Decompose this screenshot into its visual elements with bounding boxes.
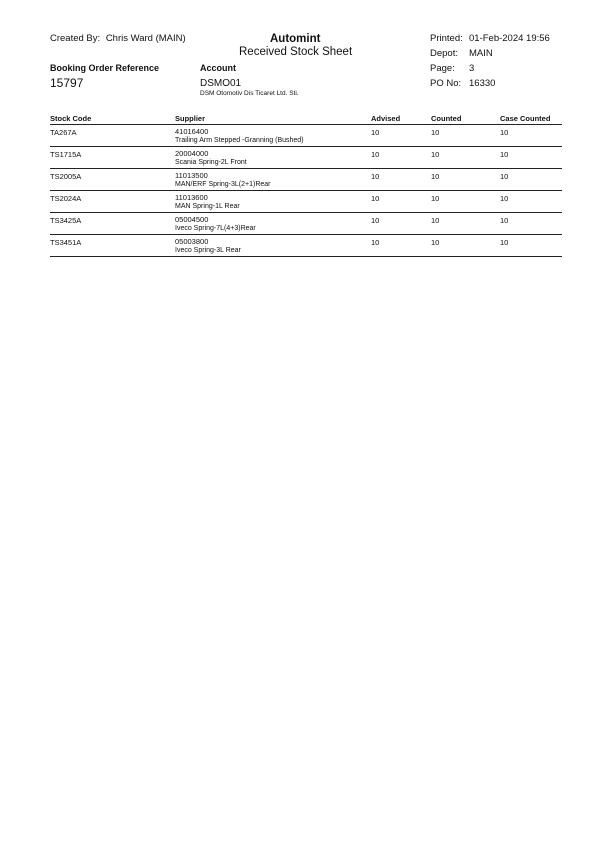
stock-code: TS1715A [50, 150, 82, 159]
advised-qty: 10 [371, 128, 380, 137]
account-code: DSMO01 [200, 78, 242, 89]
item-description: Trailing Arm Stepped -Granning (Bushed) [175, 136, 304, 144]
printed-label: Printed: [430, 33, 463, 44]
case-counted-qty: 10 [500, 238, 509, 247]
counted-qty: 10 [431, 194, 440, 203]
supplier-cell [175, 169, 371, 191]
sheet-title: Received Stock Sheet [239, 46, 353, 58]
supplier-code: 11013500 [175, 171, 208, 180]
supplier-cell [175, 147, 371, 169]
table-row [50, 213, 562, 235]
case-counted-qty: 10 [500, 194, 509, 203]
depot-label: Depot: [430, 48, 458, 59]
created-by-value: Chris Ward (MAIN) [105, 33, 186, 44]
counted-qty: 10 [431, 150, 440, 159]
page-number: 3 [469, 63, 475, 74]
supplier-code: 05004500 [175, 215, 209, 224]
case-counted-qty: 10 [500, 172, 509, 181]
table-row [50, 191, 562, 213]
item-description: MAN Spring-1L Rear [175, 202, 240, 210]
col-supplier: Supplier [175, 114, 206, 123]
advised-qty: 10 [371, 150, 380, 159]
item-description: Iveco Spring-3L Rear [175, 246, 241, 254]
booking-ref-label: Booking Order Reference [50, 63, 160, 73]
supplier-cell [175, 191, 371, 213]
company-name: Automint [270, 33, 321, 45]
stock-code: TS3451A [50, 238, 82, 247]
po-number: 16330 [469, 78, 496, 89]
counted-qty: 10 [431, 128, 440, 137]
counted-qty: 10 [431, 238, 440, 247]
item-description: Scania Spring-2L Front [175, 158, 247, 166]
case-counted-qty: 10 [500, 216, 509, 225]
case-counted-qty: 10 [500, 128, 509, 137]
account-label: Account [200, 63, 236, 73]
supplier-cell [175, 125, 371, 147]
printed-value: 01-Feb-2024 19:56 [469, 33, 550, 44]
created-by-label: Created By: [50, 33, 101, 44]
depot-value: MAIN [469, 48, 493, 59]
supplier-cell [175, 213, 371, 235]
supplier-code: 05003800 [175, 237, 209, 246]
table-row [50, 169, 562, 191]
case-counted-qty: 10 [500, 150, 509, 159]
stock-table [50, 114, 562, 257]
table-row [50, 147, 562, 169]
po-label: PO No: [430, 78, 462, 89]
col-stock-code: Stock Code [50, 114, 92, 123]
stock-code: TA267A [50, 128, 77, 137]
advised-qty: 10 [371, 172, 380, 181]
advised-qty: 10 [371, 238, 380, 247]
supplier-cell [175, 235, 371, 257]
supplier-code: 41016400 [175, 127, 209, 136]
stock-code: TS2005A [50, 172, 82, 181]
table-row [50, 125, 562, 147]
created-by [50, 33, 186, 44]
supplier-code: 11013600 [175, 193, 208, 202]
account-name: DSM Otomotiv Dis Ticaret Ltd. Sti. [200, 90, 299, 97]
advised-qty: 10 [371, 194, 380, 203]
col-advised: Advised [371, 114, 401, 123]
supplier-code: 20004000 [175, 149, 209, 158]
booking-ref-value: 15797 [50, 76, 84, 90]
col-counted: Counted [431, 114, 462, 123]
item-description: MAN/ERF Spring-3L(2+1)Rear [175, 180, 271, 188]
item-description: Iveco Spring-7L(4+3)Rear [175, 224, 256, 232]
advised-qty: 10 [371, 216, 380, 225]
col-case-counted: Case Counted [500, 114, 551, 123]
counted-qty: 10 [431, 172, 440, 181]
page-label: Page: [430, 63, 455, 74]
stock-code: TS3425A [50, 216, 82, 225]
table-header-row [50, 114, 562, 125]
counted-qty: 10 [431, 216, 440, 225]
table-row [50, 235, 562, 257]
stock-code: TS2024A [50, 194, 82, 203]
